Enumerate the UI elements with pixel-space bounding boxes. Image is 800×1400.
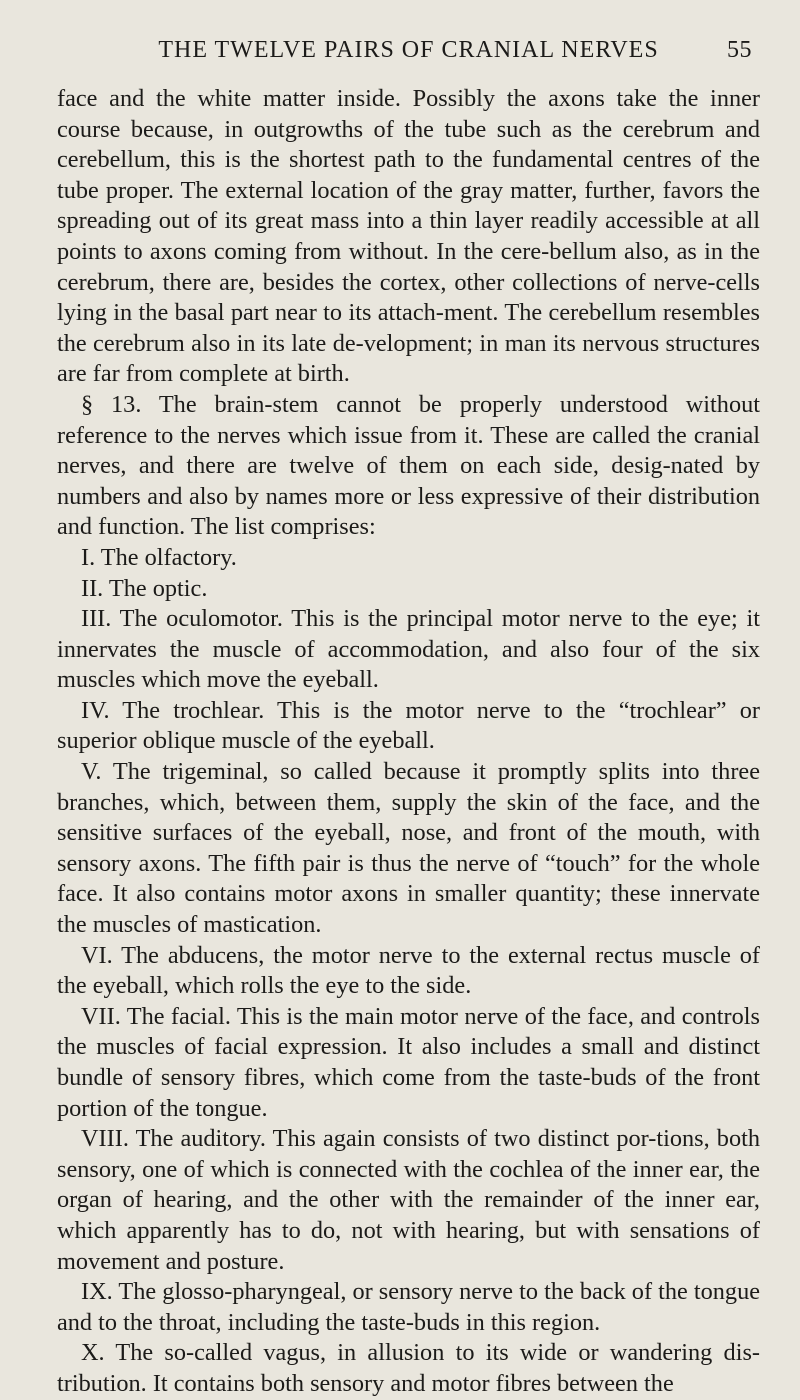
page-number: 55 xyxy=(727,37,752,63)
nerve-item-oculomotor: III. The oculomotor. This is the principal motor nerve to the eye; it innervates the muscle of accommodation, and also four of the six muscles which move the eyeball. xyxy=(57,605,760,694)
paragraph-section-13: § 13. The brain-stem cannot be properly understood without reference to the nerves which issue from it. These are called the cranial nerves, and there are twelve of them on each side, desig-nated by numbers and also by names more or less expressive of their distribution and function. The list comprises: xyxy=(57,390,760,541)
nerve-item-facial: VII. The facial. This is the main motor nerve of the face, and controls the muscles of facial expression. It also includes a small and distinct bundle of sensory fibres, which come from the taste-buds of the front portion of the tongue. xyxy=(57,1002,760,1122)
nerve-item-optic: II. The optic. xyxy=(81,574,208,602)
nerve-item-vagus: X. The so-called vagus, in allusion to its wide or wandering dis-tribution. It contains both sensory and motor fibres between the xyxy=(57,1339,760,1397)
nerve-item-trigeminal: V. The trigeminal, so called because it promptly splits into three branches, which, between them, supply the skin of the face, and the sensitive surfaces of the eyeball, nose, and front of the mouth, with sensory axons. The fifth pair is thus the nerve of “touch” for the whole face. It also contains motor axons in smaller quantity; these innervate the muscles of mastication. xyxy=(57,758,760,939)
nerve-item-olfactory: I. The olfactory. xyxy=(81,543,237,571)
running-title: THE TWELVE PAIRS OF CRANIAL NERVES xyxy=(158,37,659,63)
paragraph-continuation: face and the white matter inside. Possibly the axons take the inner course because, in outgrowths of the tube such as the cerebrum and cerebellum, this is the shortest path to the fundamental centres of the tube proper. The external location of the gray matter, further, favors the spreading out of its great mass into a thin layer readily accessible at all points to axons coming from without. In the cere-bellum also, as in the cerebrum, there are, besides the cortex, other collections of nerve-cells lying in the basal part near to its attach-ment. The cerebellum resembles the cerebrum also in its late de-velopment; in man its nervous structures are far from complete at birth. xyxy=(57,85,760,388)
nerve-item-trochlear: IV. The trochlear. This is the motor nerve to the “trochlear” or superior oblique muscle of the eyeball. xyxy=(57,696,760,755)
nerve-item-abducens: VI. The abducens, the motor nerve to the external rectus muscle of the eyeball, which rolls the eye to the side. xyxy=(57,941,760,1000)
body-text xyxy=(57,84,760,1400)
nerve-item-glosso-pharyngeal: IX. The glosso-pharyngeal, or sensory nerve to the back of the tongue and to the throat, including the taste-buds in this region. xyxy=(57,1278,760,1336)
nerve-item-auditory: VIII. The auditory. This again consists of two distinct por-tions, both sensory, one of which is connected with the cochlea of the inner ear, the organ of hearing, and the other with the remainder of the inner ear, which apparently has to do, not with hearing, but with sensations of movement and posture. xyxy=(57,1125,760,1275)
running-head xyxy=(57,30,760,70)
